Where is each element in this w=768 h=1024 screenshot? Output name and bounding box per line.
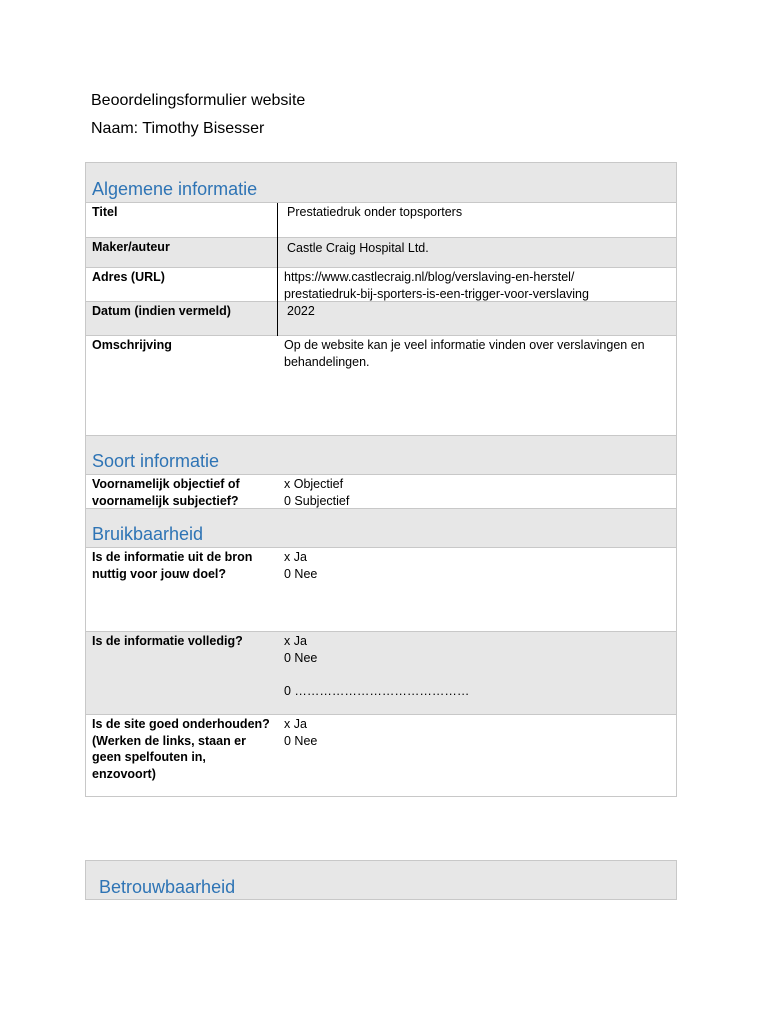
section-heading: Betrouwbaarheid bbox=[99, 877, 236, 897]
label-titel: Titel bbox=[92, 205, 118, 219]
label-onderhouden: Is de site goed onderhouden? (Werken de links, staan er geen spelfouten in, enzovoort) bbox=[92, 717, 270, 781]
row-nuttig bbox=[86, 548, 676, 632]
value-volledig: x Ja 0 Nee 0 …………………………………… bbox=[284, 634, 470, 698]
row-datum bbox=[86, 302, 676, 336]
row-adres-url bbox=[86, 268, 676, 302]
form-title: Beoordelingsformulier website bbox=[91, 92, 306, 109]
value-maker: Castle Craig Hospital Ltd. bbox=[287, 241, 429, 255]
section-bruikbaarheid bbox=[86, 509, 676, 548]
label-nuttig: Is de informatie uit de bron nuttig voor jouw doel? bbox=[92, 550, 253, 581]
label-datum: Datum (indien vermeld) bbox=[92, 304, 231, 318]
section-soort-informatie bbox=[86, 436, 676, 475]
row-titel bbox=[86, 203, 676, 238]
row-objectief-subjectief bbox=[86, 475, 676, 509]
value-adres: https://www.castlecraig.nl/blog/verslaving-en-herstel/ prestatiedruk-bij-sporters-is-een-trigger-voor-verslaving bbox=[284, 270, 589, 301]
label-volledig: Is de informatie volledig? bbox=[92, 634, 243, 648]
label-adres: Adres (URL) bbox=[92, 270, 165, 284]
row-maker-auteur bbox=[86, 238, 676, 268]
value-onderhouden: x Ja 0 Nee bbox=[284, 717, 318, 748]
section-heading: Algemene informatie bbox=[92, 179, 258, 199]
section-heading: Soort informatie bbox=[92, 451, 220, 471]
value-nuttig: x Ja 0 Nee bbox=[284, 550, 318, 581]
section-heading: Bruikbaarheid bbox=[92, 524, 204, 544]
betrouwbaarheid-form bbox=[85, 860, 677, 900]
section-betrouwbaarheid bbox=[86, 861, 676, 899]
student-name: Naam: Timothy Bisesser bbox=[91, 120, 265, 137]
label-maker: Maker/auteur bbox=[92, 240, 170, 254]
value-omschrijving: Op de website kan je veel informatie vinden over verslavingen en behandelingen. bbox=[284, 338, 645, 369]
row-onderhouden bbox=[86, 715, 676, 796]
page-header bbox=[91, 87, 305, 143]
label-omschrijving: Omschrijving bbox=[92, 338, 172, 352]
value-objectief: x Objectief 0 Subjectief bbox=[284, 477, 350, 508]
value-datum: 2022 bbox=[287, 304, 315, 318]
value-titel: Prestatiedruk onder topsporters bbox=[287, 205, 463, 219]
evaluation-form bbox=[85, 162, 677, 797]
row-omschrijving bbox=[86, 336, 676, 436]
row-volledig bbox=[86, 632, 676, 715]
section-algemene-informatie bbox=[86, 163, 676, 203]
label-objectief: Voornamelijk objectief of voornamelijk subjectief? bbox=[92, 477, 240, 508]
